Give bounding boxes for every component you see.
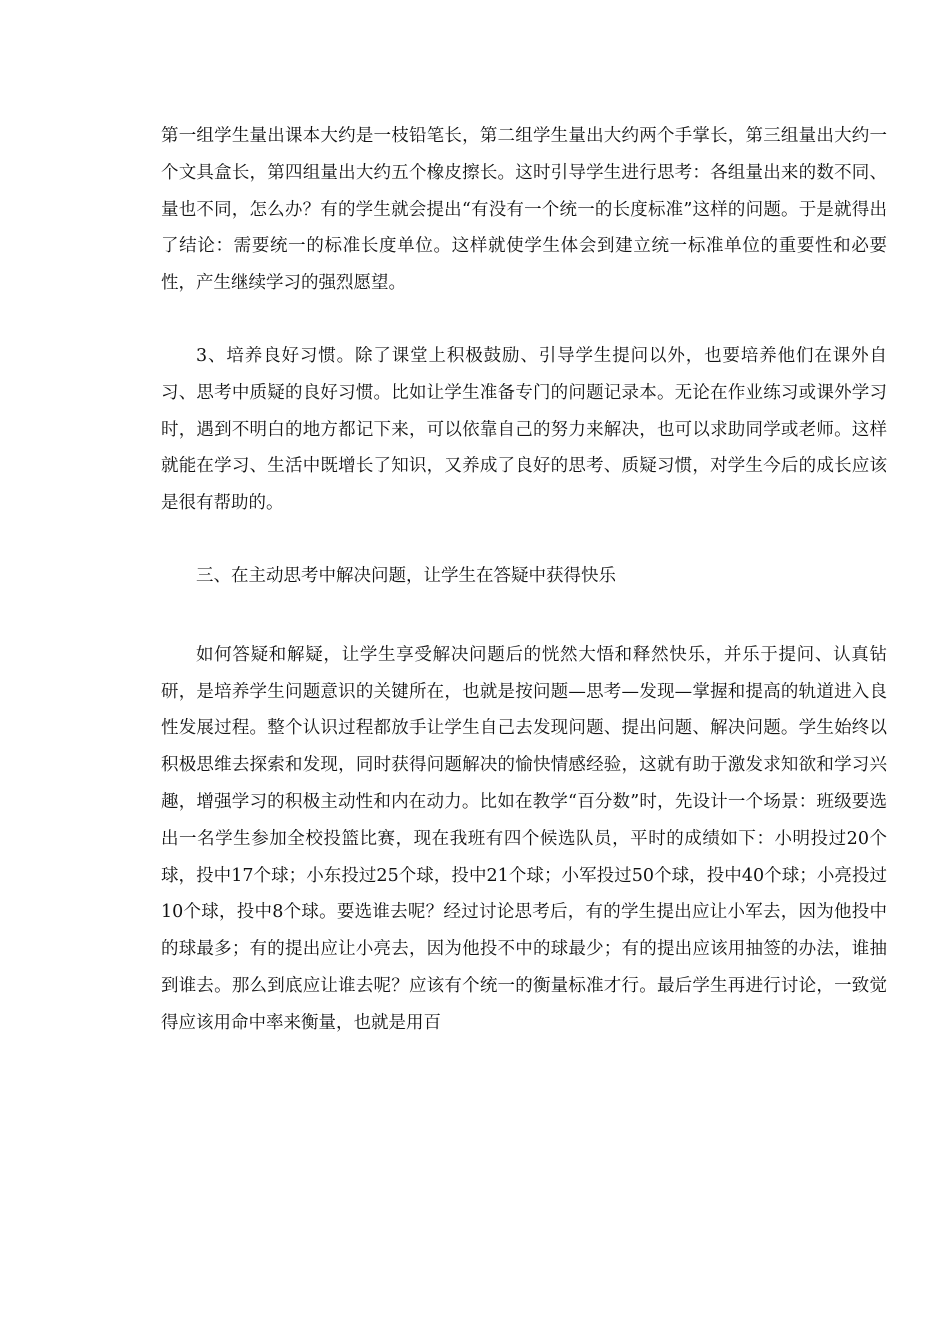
- paragraph-measuring-groups: 第一组学生量出课本大约是一枝铅笔长，第二组学生量出大约两个手掌长，第三组量出大约一个文具盒长，第四组量出大约五个橡皮擦长。这时引导学生进行思考：各组量出来的数不同、量也不同，怎么办？有的学生就会提出“有没有一个统一的长度标准”这样的问题。于是就得出了结论：需要统一的标准长度单位。这样就使学生体会到建立统一标准单位的重要性和必要性，产生继续学习的强烈愿望。: [161, 126, 887, 294]
- document-page: [161, 118, 887, 1042]
- paragraph-answering-questions: 如何答疑和解疑，让学生享受解决问题后的恍然大悟和释然快乐，并乐于提问、认真钻研，是培养学生问题意识的关键所在，也就是按问题—思考—发现—掌握和提高的轨道进入良性发展过程。整个认识过程都放手让学生自己去发现问题、提出问题、解决问题。学生始终以积极思维去探索和发现，同时获得问题解决的愉快情感经验，这就有助于激发求知欲和学习兴趣，增强学习的积极主动性和内在动力。比如在教学“百分数”时，先设计一个场景：班级要选出一名学生参加全校投篮比赛，现在我班有四个候选队员，平时的成绩如下：小明投过20个球，投中17个球；小东投过25个球，投中21个球；小军投过50个球，投中40个球；小亮投过10个球，投中8个球。要选谁去呢？经过讨论思考后，有的学生提出应让小军去，因为他投中的球最多；有的提出应让小亮去，因为他投不中的球最少；有的提出应该用抽签的办法，谁抽到谁去。那么到底应让谁去呢？应该有个统一的衡量标准才行。最后学生再进行讨论，一致觉得应该用命中率来衡量，也就是用百: [161, 644, 887, 1033]
- section-heading-three: 三、在主动思考中解决问题，让学生在答疑中获得快乐: [196, 565, 616, 586]
- paragraph-good-habits: 3、培养良好习惯。除了课堂上积极鼓励、引导学生提问以外，也要培养他们在课外自习、思考中质疑的良好习惯。比如让学生准备专门的问题记录本。无论在作业练习或课外学习时，遇到不明白的地方都记下来，可以依靠自己的努力来解决，也可以求助同学或老师。这样就能在学习、生活中既增长了知识，又养成了良好的思考、质疑习惯，对学生今后的成长应该是很有帮助的。: [161, 345, 887, 514]
